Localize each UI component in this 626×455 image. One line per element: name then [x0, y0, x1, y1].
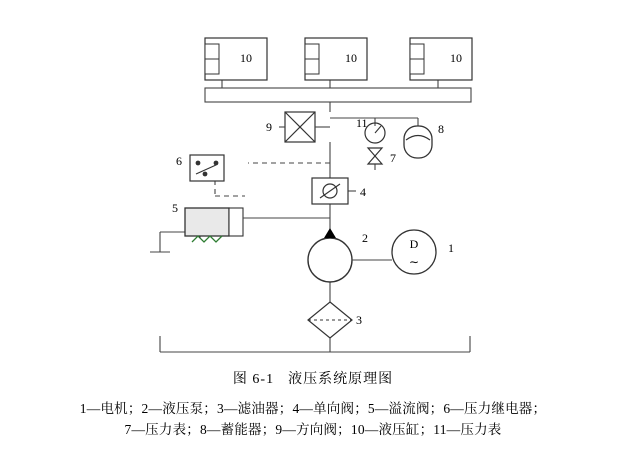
motor-1	[392, 230, 436, 274]
legend-line-2: 7—压力表；8—蓄能器；9—方向阀；10—液压缸；11—压力表	[124, 422, 502, 437]
callout-direction-valve: 9	[266, 120, 272, 134]
callout-filter: 3	[356, 313, 362, 327]
accumulator-8	[404, 126, 432, 158]
cylinder-right	[410, 38, 472, 80]
callout-cylinder-left: 10	[240, 51, 252, 65]
figure-title-line	[0, 368, 626, 388]
motor-letter-label: D	[409, 237, 419, 251]
pump-2	[308, 228, 392, 282]
figure-number: 图 6-1	[232, 372, 275, 387]
pressure-switch-6	[190, 155, 224, 181]
cylinder-left	[205, 38, 267, 80]
figure-title-text: 液压系统原理图	[288, 372, 394, 387]
callout-pressure-gauge: 11	[356, 116, 368, 130]
gauge-shutoff-valve-7	[368, 148, 382, 164]
motor-wave-label: ∼	[408, 255, 420, 269]
directional-valve-symbol	[279, 112, 330, 142]
relief-valve-5	[185, 208, 330, 242]
pressure-gauge-11	[365, 123, 385, 143]
callout-pressure-switch: 6	[176, 154, 182, 168]
callout-check-valve: 4	[360, 185, 366, 199]
callout-relief-valve: 5	[172, 201, 178, 215]
callout-cylinder-right: 10	[450, 51, 462, 65]
callout-motor: 1	[448, 241, 454, 255]
legend-line-1: 1—电机；2—液压泵；3—滤油器；4—单向阀；5—溢流阀；6—压力继电器；	[79, 401, 547, 416]
check-valve-4	[312, 178, 356, 204]
callout-gauge-valve: 7	[390, 151, 396, 165]
figure-caption	[0, 368, 626, 440]
filter-3	[308, 302, 352, 338]
callout-cylinder-mid: 10	[345, 51, 357, 65]
callout-accumulator: 8	[438, 122, 444, 136]
cylinder-middle	[305, 38, 367, 80]
callout-pump: 2	[362, 231, 368, 245]
